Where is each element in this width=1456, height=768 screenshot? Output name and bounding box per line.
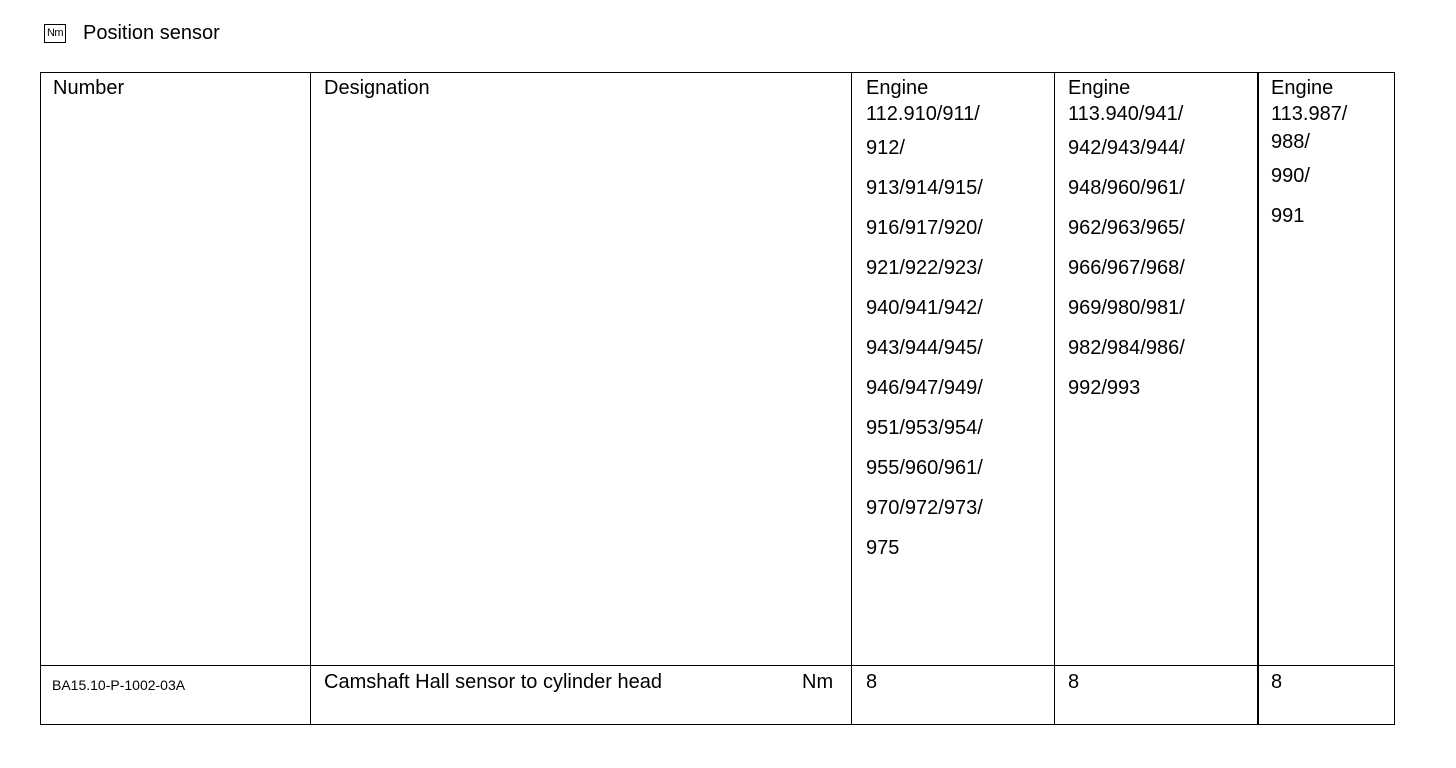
header-engine-b [1068, 76, 1185, 408]
section-heading [44, 22, 220, 45]
engine-a-line: 916/917/920/ [866, 217, 983, 239]
torque-table [40, 72, 1395, 725]
column-divider [1054, 72, 1055, 725]
engine-a-line: 913/914/915/ [866, 177, 983, 199]
engine-a-line: 951/953/954/ [866, 417, 983, 439]
engine-a-line: 921/922/923/ [866, 257, 983, 279]
engine-a-line: 912/ [866, 137, 905, 159]
engine-c-line: 988/ [1271, 131, 1310, 153]
engine-a-line: 975 [866, 537, 900, 559]
header-divider [40, 665, 1395, 666]
row-unit: Nm [802, 671, 834, 693]
engine-b-line: 942/943/944/ [1068, 137, 1185, 159]
engine-c-line: 991 [1271, 205, 1305, 227]
engine-a-line: 940/941/942/ [866, 297, 983, 319]
engine-b-line: 113.940/941/ [1068, 103, 1184, 125]
row-value-engine-c: 8 [1271, 671, 1283, 693]
engine-b-label: Engine [1068, 77, 1131, 99]
column-divider [851, 72, 852, 725]
row-value-engine-a: 8 [866, 671, 878, 693]
column-divider [310, 72, 311, 725]
engine-a-line: 946/947/949/ [866, 377, 983, 399]
header-engine-a [866, 76, 983, 568]
engine-b-line: 992/993 [1068, 377, 1141, 399]
engine-b-line: 982/984/986/ [1068, 337, 1185, 359]
table-frame [40, 72, 1395, 725]
engine-a-line: 955/960/961/ [866, 457, 983, 479]
torque-nm-icon: Nm [44, 24, 66, 43]
engine-b-line: 969/980/981/ [1068, 297, 1185, 319]
header-designation: Designation [324, 77, 430, 99]
engine-a-line: 970/972/973/ [866, 497, 983, 519]
engine-c-line: 990/ [1271, 165, 1310, 187]
engine-a-label: Engine [866, 77, 929, 99]
row-number: BA15.10-P-1002-03A [52, 677, 186, 693]
engine-b-line: 966/967/968/ [1068, 257, 1185, 279]
row-designation: Camshaft Hall sensor to cylinder head [324, 671, 662, 693]
engine-a-line: 943/944/945/ [866, 337, 983, 359]
engine-b-line: 962/963/965/ [1068, 217, 1185, 239]
engine-b-line: 948/960/961/ [1068, 177, 1185, 199]
engine-c-label: Engine [1271, 77, 1334, 99]
engine-c-line: 113.987/ [1271, 103, 1348, 125]
header-engine-c [1271, 76, 1347, 236]
column-divider [1257, 72, 1259, 725]
engine-a-line: 112.910/911/ [866, 103, 980, 125]
row-value-engine-b: 8 [1068, 671, 1080, 693]
section-title: Position sensor [83, 22, 220, 44]
header-number: Number [53, 77, 125, 99]
